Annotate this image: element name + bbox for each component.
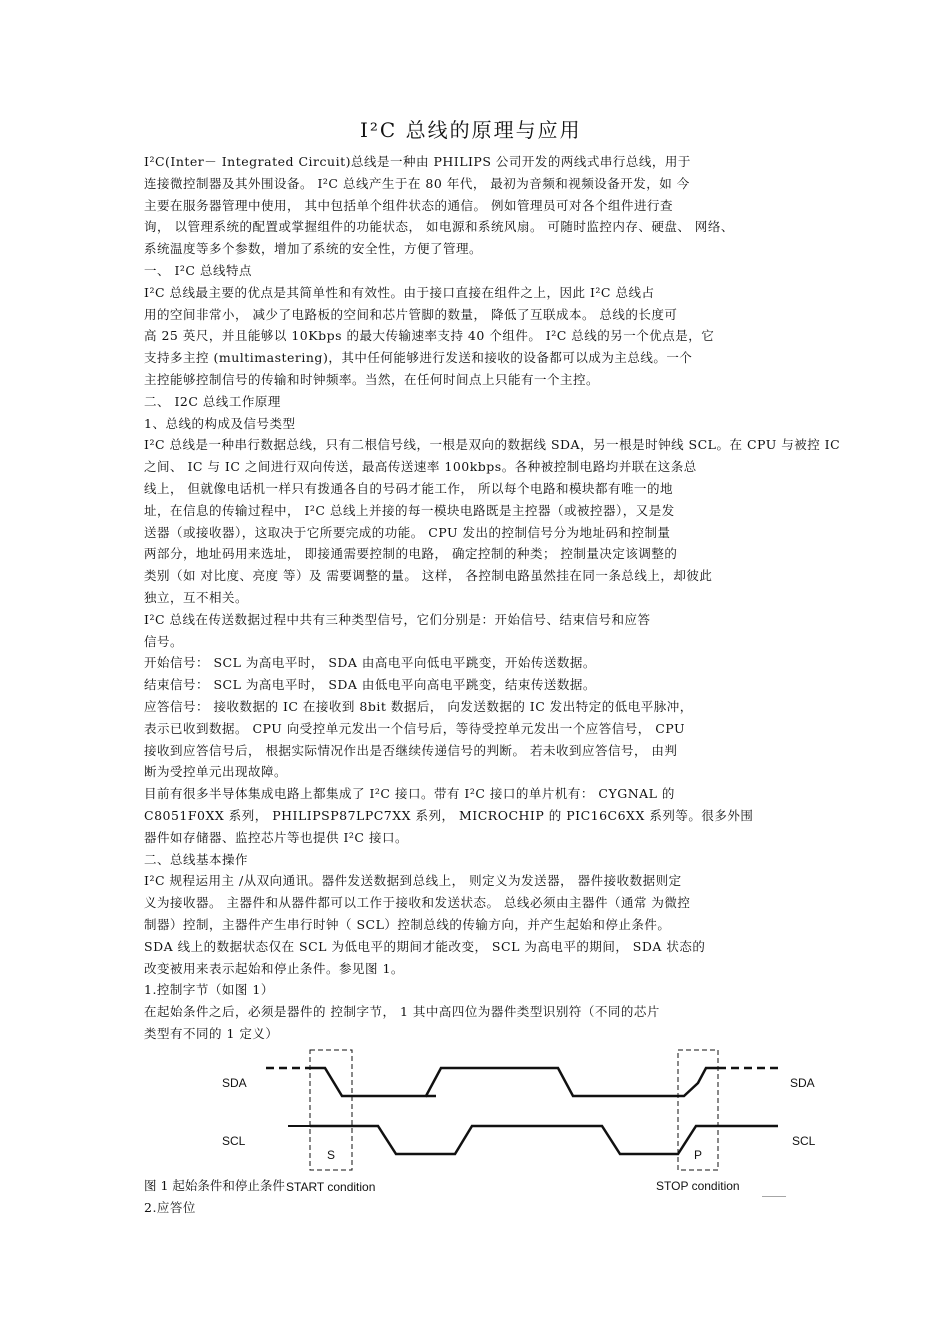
body-line: 二、 I2C 总线工作原理 xyxy=(144,393,281,409)
body-line: 一、 I²C 总线特点 xyxy=(144,263,252,278)
sda-label-left: SDA xyxy=(222,1076,247,1090)
body-line: I²C 总线最主要的优点是其简单性和有效性。由于接口直接在组件之上，因此 I²C 总线占 xyxy=(144,284,655,300)
scl-waveform xyxy=(310,1126,778,1154)
stop-box-label: P xyxy=(694,1148,703,1162)
body-line: 1、总线的构成及信号类型 xyxy=(144,415,296,431)
body-line: 连接微控制器及其外围设备。 I²C 总线产生于在 80 年代， 最初为音频和视频设备开发，如 今 xyxy=(144,175,690,191)
scl-label-left: SCL xyxy=(222,1134,246,1148)
scl-label-right: SCL xyxy=(792,1134,816,1148)
tail-mark: ____ xyxy=(762,1186,787,1197)
body-line: 目前有很多半导体集成电路上都集成了 I²C 接口。带有 I²C 接口的单片机有： CYGNAL 的 xyxy=(144,786,675,802)
body-line: 独立，互不相关。 xyxy=(144,590,249,605)
body-line: 制器）控制，主器件产生串行时钟（ SCL）控制总线的传输方向，并产生起始和停止条件。 xyxy=(144,917,671,932)
body-line: SDA 线上的数据状态仅在 SCL 为低电平的期间才能改变， SCL 为高电平的期间， SDA 状态的 xyxy=(144,938,706,954)
sda-label-right: SDA xyxy=(790,1076,815,1090)
body-line: 1.控制字节（如图 1） xyxy=(144,982,274,998)
body-line: 用的空间非常小， 减少了电路板的空间和芯片管脚的数量， 降低了互联成本。 总线的长度可 xyxy=(144,306,678,322)
body-line: 应答信号： 接收数据的 IC 在接收到 8bit 数据后， 向发送数据的 IC 发出特定的低电平脉冲， xyxy=(144,699,693,714)
body-line: 改变被用来表示起始和停止条件。参见图 1。 xyxy=(144,960,404,976)
body-line: 接收到应答信号后， 根据实际情况作出是否继续传递信号的判断。 若未收到应答信号， 由判 xyxy=(144,742,678,758)
body-line: 送器（或接收器），这取决于它所要完成的功能。 CPU 发出的控制信号分为地址码和控制量 xyxy=(144,524,671,540)
next-section-heading: 2.应答位 xyxy=(144,1200,196,1215)
body-line: 高 25 英尺，并且能够以 10Kbps 的最大传输速率支持 40 个组件。 I²C 总线的另一个优点是，它 xyxy=(144,328,715,344)
body-line: 询， 以管理系统的配置或掌握组件的功能状态， 如电源和系统风扇。 可随时监控内存、硬盘、 网络、 xyxy=(144,219,734,235)
start-box-label: S xyxy=(327,1148,336,1162)
body-line: C8051F0XX 系列， PHILIPSP87LPC7XX 系列， MICROCHIP 的 PIC16C6XX 系列等。很多外围 xyxy=(144,808,754,823)
figure-caption: 图 1 起始条件和停止条件 xyxy=(144,1178,285,1193)
body-line: 在起始条件之后，必须是器件的 控制字节， 1 其中高四位为器件类型识别符（不同的芯片 xyxy=(144,1004,660,1020)
body-line: 线上， 但就像电话机一样只有拨通各自的号码才能工作， 所以每个电路和模块都有唯一的地 xyxy=(144,481,673,496)
start-stop-timing-diagram xyxy=(200,1045,820,1200)
body-line: 系统温度等多个参数，增加了系统的安全性，方便了管理。 xyxy=(144,241,483,257)
body-line: 信号。 xyxy=(144,633,184,649)
body-line: 址，在信息的传输过程中， I²C 总线上并接的每一模块电路既是主控器（或被控器），又是发 xyxy=(144,502,675,518)
body-line: 器件如存储器、监控芯片等也提供 I²C 接口。 xyxy=(144,829,408,845)
body-line: 之间、 IC 与 IC 之间进行双向传送，最高传送速率 100kbps。各种被控制电路均并联在这条总 xyxy=(144,459,697,475)
body-line: I²C 总线是一种串行数据总线，只有二根信号线，一根是双向的数据线 SDA，另一根是时钟线 SCL。在 CPU 与被控 IC xyxy=(144,437,841,453)
body-line: 支持多主控 (multimastering)，其中任何能够进行发送和接收的设备都可以成为主总线。一个 xyxy=(144,350,693,366)
body-line: I²C 规程运用主 /从双向通讯。器件发送数据到总线上， 则定义为发送器， 器件接收数据则定 xyxy=(144,873,682,889)
document-title: I²C 总线的原理与应用 xyxy=(360,118,582,142)
body-line: 义为接收器。 主器件和从器件都可以工作于接收和发送状态。 总线必须由主器件（通常 为微控 xyxy=(144,895,691,911)
start-caption: START condition xyxy=(286,1180,376,1194)
body-line: 主控能够控制信号的传输和时钟频率。当然，在任何时间点上只能有一个主控。 xyxy=(144,372,600,387)
body-line: 二、总线基本操作 xyxy=(144,851,249,867)
body-line: I²C(Inter－ Integrated Circuit)总线是一种由 PHILIPS 公司开发的两线式串行总线，用于 xyxy=(144,154,691,169)
body-line: 主要在服务器管理中使用， 其中包括单个组件状态的通信。 例如管理员可对各个组件进行查 xyxy=(144,197,673,213)
body-line: 结束信号： SCL 为高电平时， SDA 由低电平向高电平跳变，结束传送数据。 xyxy=(144,677,596,693)
body-line: 断为受控单元出现故障。 xyxy=(144,764,288,780)
body-line: I²C 总线在传送数据过程中共有三种类型信号，它们分别是：开始信号、结束信号和应答 xyxy=(144,611,651,627)
body-line: 两部分，地址码用来选址， 即接通需要控制的电路， 确定控制的种类； 控制量决定该调整的 xyxy=(144,546,678,562)
stop-caption: STOP condition xyxy=(656,1179,740,1193)
sda-waveform xyxy=(310,1068,718,1096)
body-line: 表示已收到数据。 CPU 向受控单元发出一个信号后，等待受控单元发出一个应答信号， CPU xyxy=(144,720,686,736)
body-line: 类别（如 对比度、亮度 等）及 需要调整的量。 这样， 各控制电路虽然挂在同一条总线上，却彼此 xyxy=(144,568,713,584)
body-line: 开始信号： SCL 为高电平时， SDA 由高电平向低电平跳变，开始传送数据。 xyxy=(144,655,596,671)
body-line: 类型有不同的 1 定义） xyxy=(144,1026,279,1041)
